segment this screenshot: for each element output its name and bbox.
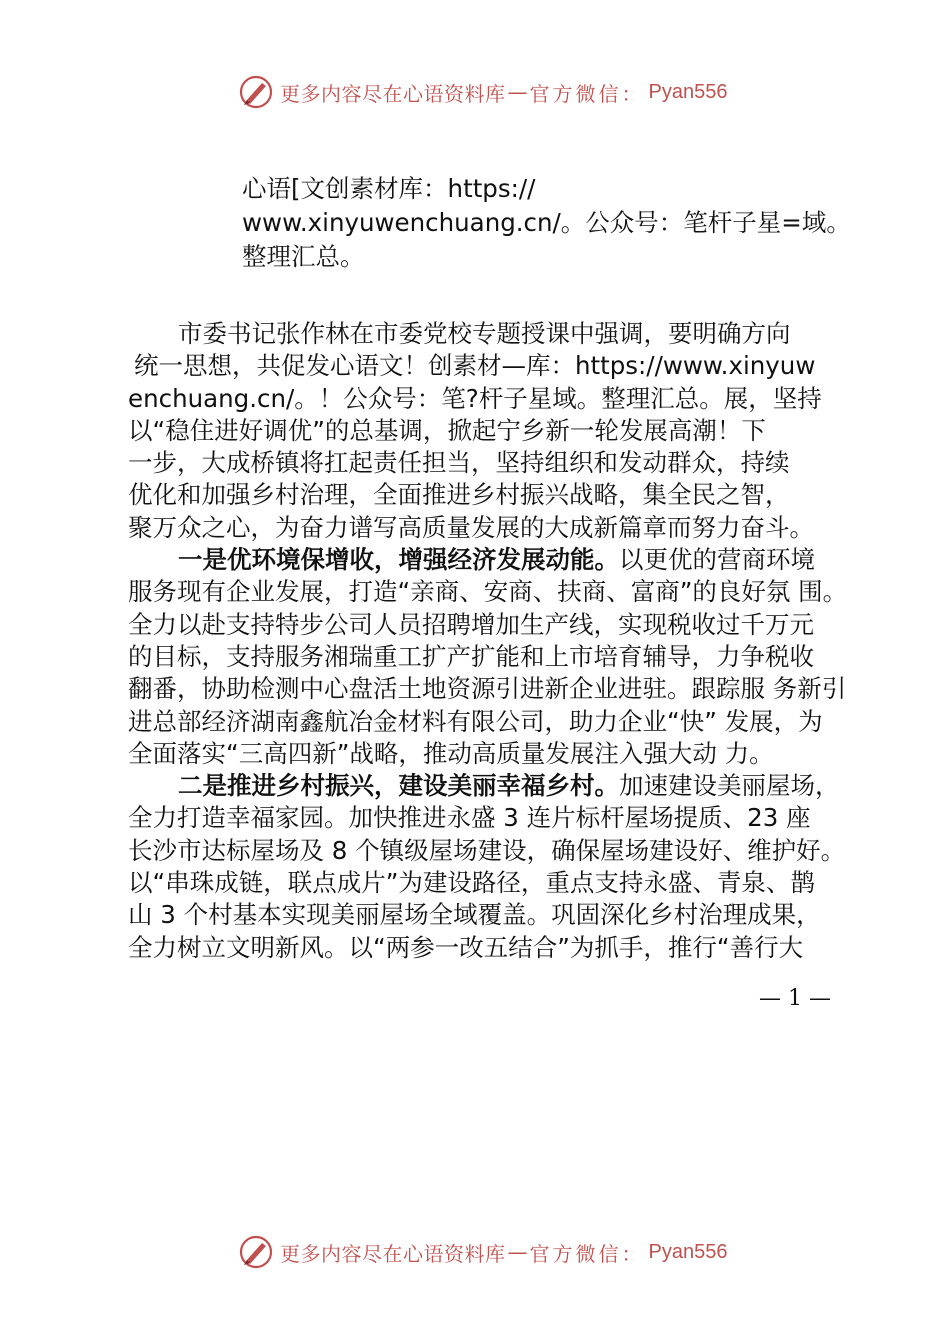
paragraph-line: 山 3 个村基本实现美丽屋场全域覆盖。巩固深化乡村治理成果， [128, 900, 821, 930]
page-number: — 1 — [759, 986, 831, 1011]
banner-text: 更多内容尽在心语资料库 [280, 81, 506, 106]
paragraph-heading-line [128, 544, 848, 576]
intro-line: www.xinyuwenchuang.cn/。公众号：笔杆子星=域。 [242, 208, 851, 237]
article-body [128, 318, 848, 964]
paragraph-line: 服务现有企业发展，打造“亲商、安商、扶商、富商”的良好氛 围。 [128, 577, 848, 607]
banner-wechat-label: 官方微信： [529, 81, 645, 106]
paragraph-line: 全力树立文明新风。以“两参一改五结合”为抓手，推行“善行大 [128, 932, 804, 962]
paragraph-line: 全力打造幸福家园。加快推进永盛 3 连片标杆屋场提质、23 座 [128, 803, 811, 833]
paragraph-line: 的目标，支持服务湘瑞重工扩产扩能和上市培育辅导，力争税收 [128, 641, 814, 671]
intro-block [242, 172, 882, 274]
banner-wechat-id: Pyan556 [648, 80, 728, 103]
paragraph-line-rest: 以更优的营商环境 [619, 545, 815, 575]
paragraph-line: 全面落实“三高四新”战略，推动高质量发展注入强大动 力。 [128, 738, 774, 768]
paragraph-line: 翻番，协助检测中心盘活土地资源引进新企业进驻。跟踪服 务新引 [128, 674, 847, 704]
paragraph-line: 以“串珠成链，联点成片”为建设路径，重点支持永盛、青泉、鹊 [128, 868, 815, 898]
banner-dash: — [507, 80, 528, 104]
pen-circle-logo-icon [238, 74, 274, 110]
paragraph-line: 市委书记张作林在市委党校专题授课中强调，要明确方向 [178, 319, 791, 348]
paragraph-line: 优化和加强乡村治理，全面推进乡村振兴战略，集全民之智， [128, 480, 790, 510]
paragraph-line: 统一思想，共促发心语文！创素材—库：https://www.xinyuw [134, 351, 816, 381]
banner-text: 更多内容尽在心语资料库 [280, 1241, 506, 1266]
banner-wechat-id: Pyan556 [648, 1240, 728, 1263]
paragraph-heading-line [128, 770, 848, 802]
paragraph-line: 一步，大成桥镇将扛起责任担当，坚持组织和发动群众，持续 [128, 448, 790, 478]
intro-line: 心语[文创素材库：https:// [242, 174, 536, 203]
paragraph-heading: 一是优环境保增收，增强经济发展动能。 [178, 545, 619, 575]
banner-dash: — [507, 1240, 528, 1264]
paragraph-line: 聚万众之心，为奋力谱写高质量发展的大成新篇章而努力奋斗。 [128, 512, 814, 542]
paragraph-line: enchuang.cn/。！公众号：笔?杆子星域。整理汇总。展，坚持 [128, 383, 822, 413]
paragraph-line: 长沙市达标屋场及 8 个镇级屋场建设，确保屋场建设好、维护好。 [128, 835, 846, 865]
paragraph-line: 以“稳住进好调优”的总基调，掀起宁乡新一轮发展高潮！下 [128, 415, 766, 445]
pen-circle-logo-icon [238, 1234, 274, 1270]
header-banner [238, 72, 758, 112]
paragraph-line: 全力以赴支持特步公司人员招聘增加生产线，实现税收过千万元 [128, 609, 814, 639]
intro-line: 整理汇总。 [242, 242, 365, 271]
paragraph-heading: 二是推进乡村振兴，建设美丽幸福乡村。 [178, 771, 619, 801]
banner-wechat-label: 官方微信： [529, 1241, 645, 1266]
paragraph-line-rest: 加速建设美丽屋场， [619, 771, 840, 801]
footer-banner [238, 1232, 758, 1272]
paragraph-line: 进总部经济湖南鑫航冶金材料有限公司，助力企业“快” 发展，为 [128, 706, 823, 736]
